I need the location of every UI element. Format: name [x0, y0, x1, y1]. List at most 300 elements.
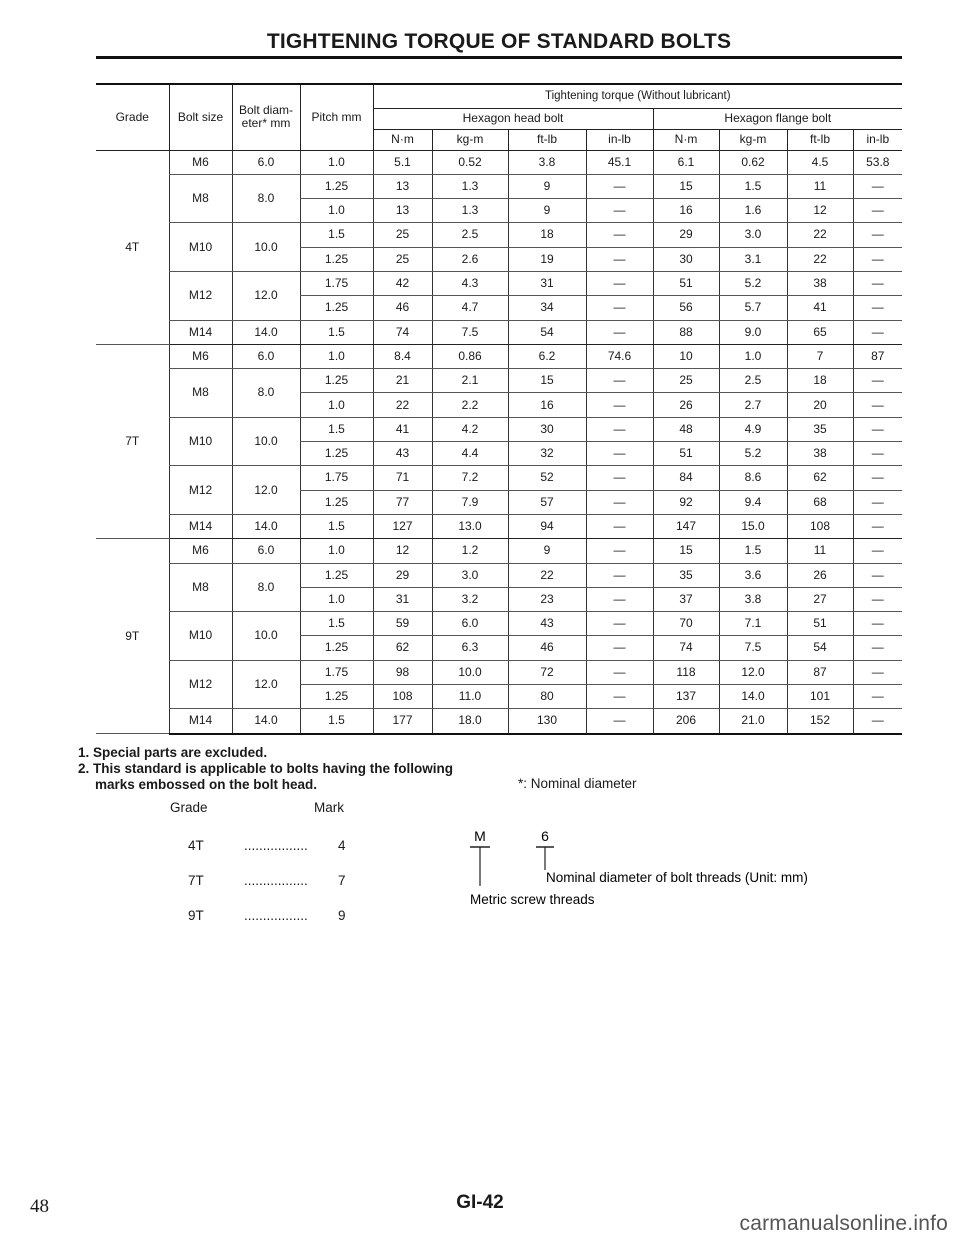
head-nm-cell: 42	[373, 271, 432, 295]
bolt-size-cell: M6	[169, 150, 232, 174]
pitch-cell: 1.75	[300, 466, 373, 490]
head-nm-cell: 98	[373, 660, 432, 684]
head-nm-cell: 13	[373, 174, 432, 198]
header-bolt-size: Bolt size	[169, 84, 232, 150]
mark-column-header: Mark	[314, 800, 344, 815]
head-inlb-cell: —	[586, 466, 653, 490]
bolt-diameter-cell: 8.0	[232, 174, 300, 223]
table-row	[96, 150, 902, 174]
head-kgm-cell: 13.0	[432, 514, 508, 538]
head-nm-cell: 127	[373, 514, 432, 538]
thread-letter-label: M	[474, 828, 486, 844]
flange-nm-cell: 74	[653, 636, 719, 660]
flange-inlb-cell: —	[853, 709, 902, 734]
flange-inlb-cell: —	[853, 539, 902, 563]
grade-cell: 9T	[96, 539, 169, 734]
head-ftlb-cell: 57	[508, 490, 586, 514]
flange-kgm-cell: 1.5	[719, 174, 787, 198]
flange-inlb-cell: —	[853, 320, 902, 344]
flange-ftlb-cell: 20	[787, 393, 853, 417]
flange-nm-cell: 15	[653, 539, 719, 563]
mark-value: 4	[338, 838, 346, 853]
head-kgm-cell: 10.0	[432, 660, 508, 684]
head-inlb-cell: 45.1	[586, 150, 653, 174]
header-unit: kg-m	[719, 129, 787, 150]
head-nm-cell: 77	[373, 490, 432, 514]
head-nm-cell: 25	[373, 223, 432, 247]
head-nm-cell: 21	[373, 369, 432, 393]
bolt-size-cell: M12	[169, 271, 232, 320]
flange-inlb-cell: —	[853, 369, 902, 393]
table-row	[96, 174, 902, 198]
head-ftlb-cell: 34	[508, 296, 586, 320]
head-nm-cell: 108	[373, 685, 432, 709]
flange-ftlb-cell: 62	[787, 466, 853, 490]
head-nm-cell: 29	[373, 563, 432, 587]
flange-ftlb-cell: 51	[787, 612, 853, 636]
flange-kgm-cell: 0.62	[719, 150, 787, 174]
header-unit: N·m	[653, 129, 719, 150]
title-underline	[96, 56, 902, 59]
header-unit: ft-lb	[787, 129, 853, 150]
flange-nm-cell: 16	[653, 199, 719, 223]
flange-inlb-cell: —	[853, 247, 902, 271]
header-unit: in-lb	[853, 129, 902, 150]
header-bolt-diameter: Bolt diam-eter* mm	[232, 84, 300, 150]
flange-ftlb-cell: 152	[787, 709, 853, 734]
head-kgm-cell: 6.0	[432, 612, 508, 636]
table-row	[96, 709, 902, 734]
head-ftlb-cell: 30	[508, 417, 586, 441]
flange-nm-cell: 6.1	[653, 150, 719, 174]
flange-kgm-cell: 5.2	[719, 442, 787, 466]
flange-inlb-cell: —	[853, 490, 902, 514]
pitch-cell: 1.0	[300, 587, 373, 611]
flange-inlb-cell: —	[853, 271, 902, 295]
flange-ftlb-cell: 54	[787, 636, 853, 660]
header-unit: kg-m	[432, 129, 508, 150]
page-title: TIGHTENING TORQUE OF STANDARD BOLTS	[266, 30, 732, 53]
flange-inlb-cell: —	[853, 199, 902, 223]
pitch-cell: 1.5	[300, 320, 373, 344]
bolt-diameter-cell: 10.0	[232, 417, 300, 466]
flange-kgm-cell: 9.0	[719, 320, 787, 344]
flange-kgm-cell: 8.6	[719, 466, 787, 490]
flange-ftlb-cell: 11	[787, 174, 853, 198]
head-kgm-cell: 0.86	[432, 344, 508, 368]
nominal-diameter-note: *: Nominal diameter	[518, 776, 637, 791]
flange-ftlb-cell: 18	[787, 369, 853, 393]
head-inlb-cell: —	[586, 247, 653, 271]
head-inlb-cell: 74.6	[586, 344, 653, 368]
bolt-diameter-cell: 10.0	[232, 223, 300, 272]
table-row	[96, 271, 902, 295]
header-unit: ft-lb	[508, 129, 586, 150]
flange-inlb-cell: —	[853, 296, 902, 320]
mark-grade: 7T	[188, 873, 204, 888]
flange-nm-cell: 137	[653, 685, 719, 709]
head-kgm-cell: 2.2	[432, 393, 508, 417]
flange-inlb-cell: 87	[853, 344, 902, 368]
note-1: 1. Special parts are excluded.	[78, 745, 268, 760]
flange-kgm-cell: 3.8	[719, 587, 787, 611]
bolt-size-cell: M12	[169, 660, 232, 709]
flange-kgm-cell: 5.2	[719, 271, 787, 295]
note-2-continued: marks embossed on the bolt head.	[95, 777, 318, 792]
flange-kgm-cell: 3.1	[719, 247, 787, 271]
flange-nm-cell: 29	[653, 223, 719, 247]
head-ftlb-cell: 22	[508, 563, 586, 587]
table-row	[96, 369, 902, 393]
head-ftlb-cell: 32	[508, 442, 586, 466]
note-2: 2. This standard is applicable to bolts having the following	[78, 761, 454, 776]
head-ftlb-cell: 43	[508, 612, 586, 636]
bolt-size-cell: M6	[169, 344, 232, 368]
head-kgm-cell: 3.0	[432, 563, 508, 587]
head-nm-cell: 177	[373, 709, 432, 734]
flange-nm-cell: 92	[653, 490, 719, 514]
flange-ftlb-cell: 22	[787, 247, 853, 271]
header-hex-flange-bolt: Hexagon flange bolt	[653, 108, 902, 129]
head-ftlb-cell: 9	[508, 199, 586, 223]
table-row	[96, 223, 902, 247]
head-inlb-cell: —	[586, 393, 653, 417]
head-kgm-cell: 4.2	[432, 417, 508, 441]
bolt-size-cell: M10	[169, 417, 232, 466]
table-row	[96, 563, 902, 587]
flange-kgm-cell: 5.7	[719, 296, 787, 320]
flange-nm-cell: 88	[653, 320, 719, 344]
header-hex-head-bolt: Hexagon head bolt	[373, 108, 653, 129]
head-kgm-cell: 4.7	[432, 296, 508, 320]
flange-nm-cell: 10	[653, 344, 719, 368]
bolt-diameter-cell: 6.0	[232, 344, 300, 368]
flange-inlb-cell: 53.8	[853, 150, 902, 174]
head-ftlb-cell: 9	[508, 539, 586, 563]
grade-column-header: Grade	[170, 800, 208, 815]
flange-nm-cell: 70	[653, 612, 719, 636]
head-inlb-cell: —	[586, 417, 653, 441]
flange-kgm-cell: 1.0	[719, 344, 787, 368]
flange-nm-cell: 84	[653, 466, 719, 490]
table-row	[96, 417, 902, 441]
head-ftlb-cell: 3.8	[508, 150, 586, 174]
head-inlb-cell: —	[586, 320, 653, 344]
flange-inlb-cell: —	[853, 174, 902, 198]
bolt-diameter-cell: 14.0	[232, 709, 300, 734]
flange-nm-cell: 147	[653, 514, 719, 538]
head-nm-cell: 41	[373, 417, 432, 441]
flange-nm-cell: 48	[653, 417, 719, 441]
pitch-cell: 1.25	[300, 369, 373, 393]
table-row	[96, 539, 902, 563]
head-inlb-cell: —	[586, 296, 653, 320]
flange-nm-cell: 51	[653, 442, 719, 466]
flange-nm-cell: 35	[653, 563, 719, 587]
head-ftlb-cell: 31	[508, 271, 586, 295]
head-inlb-cell: —	[586, 685, 653, 709]
flange-inlb-cell: —	[853, 223, 902, 247]
head-inlb-cell: —	[586, 612, 653, 636]
flange-ftlb-cell: 101	[787, 685, 853, 709]
bolt-diameter-cell: 12.0	[232, 466, 300, 515]
head-inlb-cell: —	[586, 539, 653, 563]
mark-value: 9	[338, 908, 346, 923]
head-inlb-cell: —	[586, 490, 653, 514]
flange-kgm-cell: 3.6	[719, 563, 787, 587]
flange-kgm-cell: 21.0	[719, 709, 787, 734]
pitch-cell: 1.25	[300, 296, 373, 320]
head-nm-cell: 12	[373, 539, 432, 563]
bolt-diameter-cell: 6.0	[232, 150, 300, 174]
pitch-cell: 1.5	[300, 709, 373, 734]
flange-kgm-cell: 2.7	[719, 393, 787, 417]
flange-inlb-cell: —	[853, 636, 902, 660]
bolt-diameter-cell: 14.0	[232, 320, 300, 344]
flange-kgm-cell: 12.0	[719, 660, 787, 684]
pitch-cell: 1.25	[300, 174, 373, 198]
grade-cell: 4T	[96, 150, 169, 344]
flange-inlb-cell: —	[853, 442, 902, 466]
head-kgm-cell: 1.3	[432, 199, 508, 223]
bolt-size-cell: M14	[169, 709, 232, 734]
pitch-cell: 1.5	[300, 612, 373, 636]
head-kgm-cell: 3.2	[432, 587, 508, 611]
head-ftlb-cell: 54	[508, 320, 586, 344]
head-inlb-cell: —	[586, 199, 653, 223]
mark-dots: .................	[244, 838, 308, 853]
mark-value: 7	[338, 873, 346, 888]
bolt-diameter-cell: 12.0	[232, 660, 300, 709]
header-pitch: Pitch mm	[300, 84, 373, 150]
head-ftlb-cell: 94	[508, 514, 586, 538]
header-tightening-torque: Tightening torque (Without lubricant)	[373, 84, 902, 108]
flange-nm-cell: 37	[653, 587, 719, 611]
head-kgm-cell: 7.2	[432, 466, 508, 490]
table-row	[96, 514, 902, 538]
flange-kgm-cell: 3.0	[719, 223, 787, 247]
head-nm-cell: 25	[373, 247, 432, 271]
bolt-size-cell: M6	[169, 539, 232, 563]
flange-ftlb-cell: 38	[787, 271, 853, 295]
head-ftlb-cell: 15	[508, 369, 586, 393]
watermark: carmanualsonline.info	[739, 1212, 948, 1235]
flange-kgm-cell: 7.1	[719, 612, 787, 636]
metric-thread-designation-diagram	[450, 824, 850, 924]
pitch-cell: 1.75	[300, 271, 373, 295]
pitch-cell: 1.0	[300, 150, 373, 174]
head-kgm-cell: 4.4	[432, 442, 508, 466]
table-row	[96, 612, 902, 636]
head-inlb-cell: —	[586, 563, 653, 587]
pitch-cell: 1.25	[300, 247, 373, 271]
page-code: GI-42	[456, 1192, 504, 1213]
pitch-cell: 1.25	[300, 563, 373, 587]
header-grade: Grade	[96, 84, 169, 150]
head-kgm-cell: 2.6	[432, 247, 508, 271]
torque-table-container	[96, 83, 902, 735]
bolt-diameter-cell: 12.0	[232, 271, 300, 320]
flange-ftlb-cell: 38	[787, 442, 853, 466]
pitch-cell: 1.25	[300, 442, 373, 466]
bolt-diameter-cell: 14.0	[232, 514, 300, 538]
pitch-cell: 1.25	[300, 490, 373, 514]
head-ftlb-cell: 72	[508, 660, 586, 684]
bolt-size-cell: M14	[169, 514, 232, 538]
flange-inlb-cell: —	[853, 563, 902, 587]
head-ftlb-cell: 52	[508, 466, 586, 490]
diameter-number-label: 6	[541, 828, 549, 844]
head-inlb-cell: —	[586, 636, 653, 660]
head-inlb-cell: —	[586, 660, 653, 684]
head-inlb-cell: —	[586, 514, 653, 538]
head-nm-cell: 5.1	[373, 150, 432, 174]
notes	[78, 745, 453, 793]
head-nm-cell: 46	[373, 296, 432, 320]
page-number: 48	[30, 1196, 49, 1217]
pitch-cell: 1.0	[300, 393, 373, 417]
flange-kgm-cell: 15.0	[719, 514, 787, 538]
flange-ftlb-cell: 65	[787, 320, 853, 344]
head-kgm-cell: 1.2	[432, 539, 508, 563]
head-inlb-cell: —	[586, 587, 653, 611]
head-ftlb-cell: 9	[508, 174, 586, 198]
head-inlb-cell: —	[586, 442, 653, 466]
pitch-cell: 1.0	[300, 539, 373, 563]
head-nm-cell: 8.4	[373, 344, 432, 368]
flange-ftlb-cell: 108	[787, 514, 853, 538]
flange-nm-cell: 51	[653, 271, 719, 295]
head-kgm-cell: 0.52	[432, 150, 508, 174]
head-nm-cell: 43	[373, 442, 432, 466]
bolt-diameter-cell: 6.0	[232, 539, 300, 563]
head-ftlb-cell: 46	[508, 636, 586, 660]
grade-cell: 7T	[96, 344, 169, 538]
flange-ftlb-cell: 68	[787, 490, 853, 514]
bolt-size-cell: M8	[169, 563, 232, 612]
flange-inlb-cell: —	[853, 417, 902, 441]
head-nm-cell: 13	[373, 199, 432, 223]
flange-kgm-cell: 1.5	[719, 539, 787, 563]
metric-thread-label: Metric screw threads	[470, 892, 595, 907]
head-kgm-cell: 7.5	[432, 320, 508, 344]
flange-kgm-cell: 14.0	[719, 685, 787, 709]
head-ftlb-cell: 18	[508, 223, 586, 247]
flange-nm-cell: 30	[653, 247, 719, 271]
flange-ftlb-cell: 4.5	[787, 150, 853, 174]
head-ftlb-cell: 23	[508, 587, 586, 611]
flange-inlb-cell: —	[853, 612, 902, 636]
flange-ftlb-cell: 22	[787, 223, 853, 247]
flange-nm-cell: 206	[653, 709, 719, 734]
head-ftlb-cell: 130	[508, 709, 586, 734]
flange-nm-cell: 26	[653, 393, 719, 417]
pitch-cell: 1.0	[300, 199, 373, 223]
bolt-size-cell: M10	[169, 223, 232, 272]
table-row	[96, 320, 902, 344]
head-kgm-cell: 7.9	[432, 490, 508, 514]
head-kgm-cell: 4.3	[432, 271, 508, 295]
head-kgm-cell: 18.0	[432, 709, 508, 734]
flange-nm-cell: 15	[653, 174, 719, 198]
pitch-cell: 1.5	[300, 417, 373, 441]
head-kgm-cell: 2.5	[432, 223, 508, 247]
head-kgm-cell: 6.3	[432, 636, 508, 660]
head-nm-cell: 62	[373, 636, 432, 660]
pitch-cell: 1.25	[300, 685, 373, 709]
flange-kgm-cell: 9.4	[719, 490, 787, 514]
nominal-thread-label: Nominal diameter of bolt threads (Unit: mm)	[546, 870, 808, 885]
table-row	[96, 344, 902, 368]
flange-inlb-cell: —	[853, 587, 902, 611]
flange-kgm-cell: 1.6	[719, 199, 787, 223]
flange-inlb-cell: —	[853, 514, 902, 538]
flange-ftlb-cell: 27	[787, 587, 853, 611]
head-inlb-cell: —	[586, 174, 653, 198]
flange-ftlb-cell: 41	[787, 296, 853, 320]
flange-kgm-cell: 4.9	[719, 417, 787, 441]
flange-ftlb-cell: 26	[787, 563, 853, 587]
head-kgm-cell: 11.0	[432, 685, 508, 709]
mark-grade: 9T	[188, 908, 204, 923]
mark-grade: 4T	[188, 838, 204, 853]
head-nm-cell: 59	[373, 612, 432, 636]
head-ftlb-cell: 6.2	[508, 344, 586, 368]
flange-inlb-cell: —	[853, 660, 902, 684]
head-inlb-cell: —	[586, 271, 653, 295]
head-nm-cell: 71	[373, 466, 432, 490]
torque-table	[96, 83, 902, 735]
head-inlb-cell: —	[586, 369, 653, 393]
mark-dots: .................	[244, 908, 308, 923]
bolt-size-cell: M8	[169, 369, 232, 418]
flange-kgm-cell: 7.5	[719, 636, 787, 660]
head-nm-cell: 74	[373, 320, 432, 344]
bolt-diameter-cell: 8.0	[232, 369, 300, 418]
flange-ftlb-cell: 11	[787, 539, 853, 563]
pitch-cell: 1.25	[300, 636, 373, 660]
head-ftlb-cell: 19	[508, 247, 586, 271]
head-nm-cell: 31	[373, 587, 432, 611]
header-unit: N·m	[373, 129, 432, 150]
flange-nm-cell: 56	[653, 296, 719, 320]
flange-nm-cell: 25	[653, 369, 719, 393]
bolt-size-cell: M12	[169, 466, 232, 515]
flange-ftlb-cell: 12	[787, 199, 853, 223]
table-row	[96, 660, 902, 684]
head-nm-cell: 22	[373, 393, 432, 417]
bolt-diameter-cell: 10.0	[232, 612, 300, 661]
flange-ftlb-cell: 87	[787, 660, 853, 684]
flange-ftlb-cell: 7	[787, 344, 853, 368]
header-unit: in-lb	[586, 129, 653, 150]
head-kgm-cell: 1.3	[432, 174, 508, 198]
bolt-size-cell: M14	[169, 320, 232, 344]
bolt-size-cell: M8	[169, 174, 232, 223]
pitch-cell: 1.5	[300, 223, 373, 247]
mark-dots: .................	[244, 873, 308, 888]
pitch-cell: 1.5	[300, 514, 373, 538]
flange-kgm-cell: 2.5	[719, 369, 787, 393]
pitch-cell: 1.0	[300, 344, 373, 368]
bolt-size-cell: M10	[169, 612, 232, 661]
flange-inlb-cell: —	[853, 466, 902, 490]
head-inlb-cell: —	[586, 709, 653, 734]
flange-inlb-cell: —	[853, 685, 902, 709]
head-kgm-cell: 2.1	[432, 369, 508, 393]
head-inlb-cell: —	[586, 223, 653, 247]
flange-ftlb-cell: 35	[787, 417, 853, 441]
